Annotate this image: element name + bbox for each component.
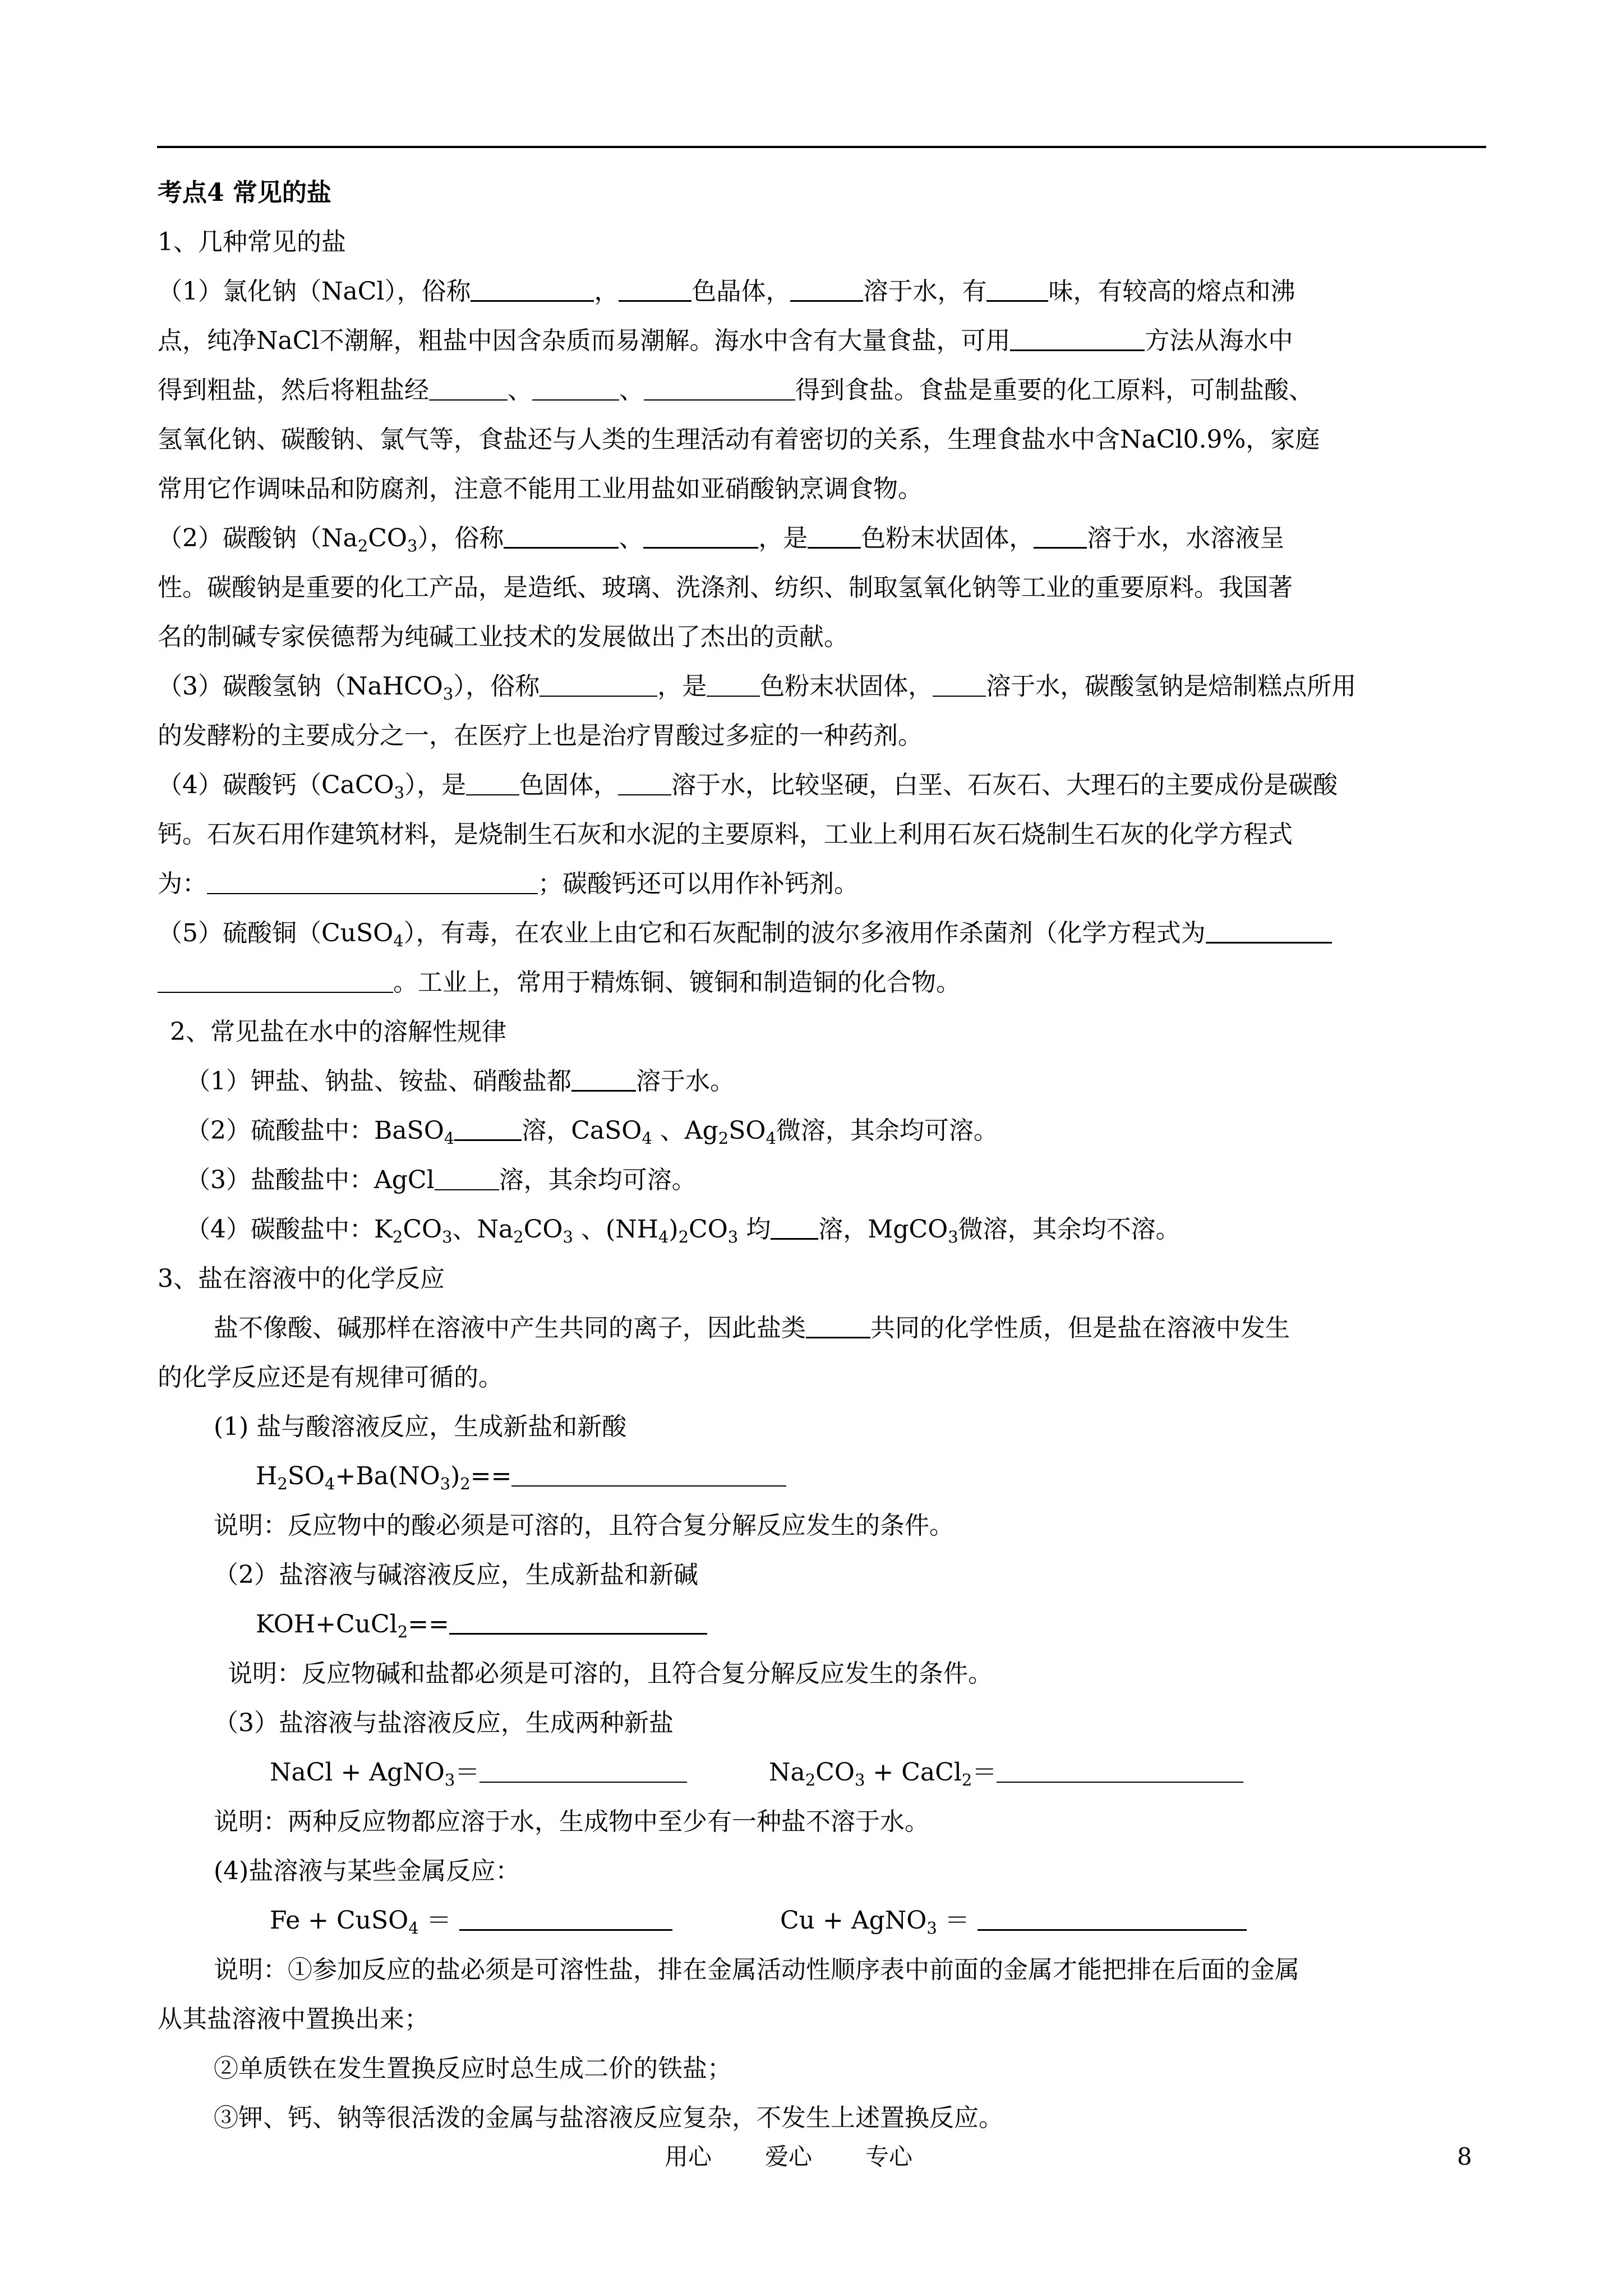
answer-blank[interactable] xyxy=(459,1907,672,1931)
reaction2-equation: KOH+CuCl$_2$== xyxy=(158,1600,1487,1649)
reaction4-title: (4)盐溶液与某些金属反应： xyxy=(214,1857,520,1885)
reaction1-note: 说明：反应物中的酸必须是可溶的，且符合复分解反应发生的条件。 xyxy=(214,1511,954,1540)
answer-blank[interactable] xyxy=(504,524,619,549)
answer-blank[interactable] xyxy=(466,772,519,795)
answer-blank[interactable] xyxy=(707,673,760,697)
reaction1-equation: $H_2SO_4+Ba(NO_3)_2==$ xyxy=(158,1452,1487,1501)
nahco3-line2: 的发酵粉的主要成分之一，在医疗上也是治疗胃酸过多症的一种药剂。 xyxy=(158,721,923,750)
reaction2-title: （2）盐溶液与碱溶液反应，生成新盐和新碱 xyxy=(214,1561,698,1589)
reaction3-title: （3）盐溶液与盐溶液反应，生成两种新盐 xyxy=(214,1709,674,1737)
nacl-line2: 点，纯净NaCl不潮解，粗盐中因含杂质而易潮解。海水中含有大量食盐，可用 方法从海水中 xyxy=(158,326,1293,355)
cuso4-line2: 。工业上，常用于精炼铜、镀铜和制造铜的化合物。 xyxy=(158,958,1487,1007)
solubility-rule3: （3）盐酸盐中：AgCl 溶，其余均可溶。 xyxy=(186,1166,697,1194)
page-number: 8 xyxy=(1457,2143,1472,2170)
solubility-rule1: （1）钾盐、钠盐、铵盐、硝酸盐都 溶于水。 xyxy=(186,1067,735,1096)
reaction4-note1: 说明：①参加反应的盐必须是可溶性盐，排在金属活动性顺序表中前面的金属才能把排在后面的金属 xyxy=(214,1955,1299,1984)
nacl-line1: （1）氯化钠（NaCl），俗称 ， 色晶体， 溶于水，有 味，有较高的熔点和沸 xyxy=(158,277,1295,306)
answer-blank[interactable] xyxy=(540,673,657,697)
reaction3-note: 说明：两种反应物都应溶于水，生成物中至少有一种盐不溶于水。 xyxy=(214,1807,929,1836)
solubility-rule2: （2）硫酸盐中：BaSO$_4$ 溶，CaSO$_4$ 、$Ag_2SO_4$微溶，其余均可溶。 xyxy=(186,1116,998,1148)
reaction1-title: (1) 盐与酸溶液反应，生成新盐和新酸 xyxy=(214,1412,627,1441)
answer-blank[interactable] xyxy=(571,1068,636,1092)
answer-blank[interactable] xyxy=(1010,327,1145,351)
answer-blank[interactable] xyxy=(790,278,863,302)
answer-blank[interactable] xyxy=(997,1759,1243,1783)
answer-blank[interactable] xyxy=(619,278,691,302)
caco3-line3: 为： ；碳酸钙还可以用作补钙剂。 xyxy=(158,869,859,898)
answer-blank[interactable] xyxy=(978,1907,1247,1931)
caco3-line2: 钙。石灰石用作建筑材料，是烧制生石灰和水泥的主要原料，工业上利用石灰石烧制生石灰的化学方程式 xyxy=(158,820,1293,849)
reaction4-note2: 从其盐溶液中置换出来； xyxy=(158,2005,429,2033)
na2co3-line3: 名的制碱专家侯德帮为纯碱工业技术的发展做出了杰出的贡献。 xyxy=(158,623,849,651)
nacl-line4: 氢氧化钠、碳酸钠、氯气等，食盐还与人类的生理活动有着密切的关系，生理食盐水中含NaCl0.9%，家庭 xyxy=(158,425,1320,454)
answer-blank[interactable] xyxy=(933,673,986,697)
section3-heading: 3、盐在溶液中的化学反应 xyxy=(158,1264,445,1293)
solubility-rule4: （4）碳酸盐中：$K_2CO_3$、$Na_2CO_3$ 、$(NH_4)_2CO_3$ 均 溶，MgCO$_3$微溶，其余均不溶。 xyxy=(186,1215,1181,1246)
section1-heading: 1、几种常见的盐 xyxy=(158,228,346,256)
answer-blank[interactable] xyxy=(449,1611,707,1635)
reaction4-equations: Fe + CuSO$_4$ ＝ Cu + AgNO$_3$ ＝ xyxy=(158,1896,1487,1945)
section2-heading: 2、常见盐在水中的溶解性规律 xyxy=(170,1018,506,1046)
nacl-line3: 得到粗盐，然后将粗盐经 、 、 得到食盐。食盐是重要的化工原料，可制盐酸、 xyxy=(158,376,1313,404)
answer-blank[interactable] xyxy=(471,278,594,302)
answer-blank[interactable] xyxy=(1034,524,1087,549)
answer-blank[interactable] xyxy=(158,969,393,993)
answer-blank[interactable] xyxy=(1206,919,1332,944)
reaction4-note3: ②单质铁在发生置换反应时总生成二价的铁盐； xyxy=(214,2054,732,2083)
reaction3-equations: NaCl + AgNO$_3$＝ $Na_2CO_3$ + CaCl$_2$＝ xyxy=(158,1748,1487,1797)
na2co3-line1: （2）碳酸钠$(Na_2CO_3)$，俗称 、 ，是 色粉末状固体， 溶于水，水溶液呈 xyxy=(158,524,1285,555)
nahco3-line1: （3）碳酸氢钠（NaHCO$_3$），俗称 ，是 色粉末状固体， 溶于水，碳酸氢钠是焙制糕点所用 xyxy=(158,672,1357,703)
answer-blank[interactable] xyxy=(479,1759,687,1783)
answer-blank[interactable] xyxy=(511,1463,786,1487)
page-title: 考点4 常见的盐 xyxy=(158,178,331,207)
answer-blank[interactable] xyxy=(806,1314,870,1338)
answer-blank[interactable] xyxy=(435,1167,499,1190)
footer-motto: 用心 爱心 专心 xyxy=(665,2143,913,2170)
nacl-line5: 常用它作调味品和防腐剂，注意不能用工业用盐如亚硝酸钠烹调食物。 xyxy=(158,475,923,503)
na2co3-line2: 性。碳酸钠是重要的化工产品，是造纸、玻璃、洗涤剂、纺织、制取氢氧化钠等工业的重要原料。我国著 xyxy=(158,573,1293,602)
answer-blank[interactable] xyxy=(771,1216,818,1240)
header-rule xyxy=(157,146,1486,148)
reaction4-note4: ③钾、钙、钠等很活泼的金属与盐溶液反应复杂，不发生上述置换反应。 xyxy=(214,2104,1003,2132)
section3-intro-line2: 的化学反应还是有规律可循的。 xyxy=(158,1363,503,1392)
section3-intro-line1: 盐不像酸、碱那样在溶液中产生共同的离子，因此盐类 共同的化学性质，但是盐在溶液中发生 xyxy=(214,1314,1290,1342)
answer-blank[interactable] xyxy=(808,524,861,549)
answer-blank[interactable] xyxy=(986,278,1048,302)
answer-blank[interactable] xyxy=(207,871,538,894)
answer-blank[interactable] xyxy=(532,377,619,401)
page-footer xyxy=(0,2140,1623,2174)
answer-blank[interactable] xyxy=(429,377,508,401)
cuso4-line1: （5）硫酸铜（CuSO$_4$），有毒，在农业上由它和石灰配制的波尔多液用作杀菌剂（化学方程式为 xyxy=(158,909,1487,958)
answer-blank[interactable] xyxy=(618,772,671,795)
caco3-line1: （4）碳酸钙（CaCO$_3$），是 色固体， 溶于水，比较坚硬，白垩、石灰石、大理石的主要成份是碳酸 xyxy=(158,771,1338,802)
answer-blank[interactable] xyxy=(644,377,795,401)
reaction2-note: 说明：反应物碱和盐都必须是可溶的，且符合复分解反应发生的条件。 xyxy=(228,1659,993,1688)
answer-blank[interactable] xyxy=(643,524,758,549)
document-body xyxy=(158,168,1487,2143)
answer-blank[interactable] xyxy=(454,1117,522,1141)
